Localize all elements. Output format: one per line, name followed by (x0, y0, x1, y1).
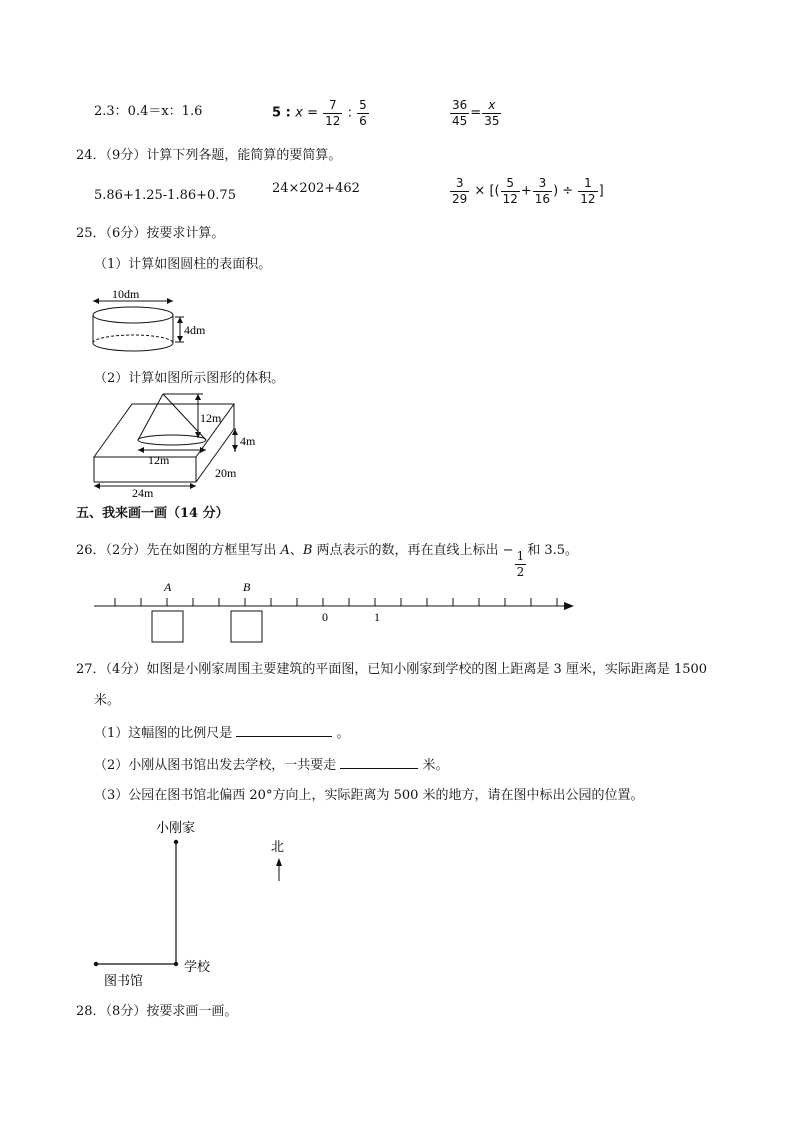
answer-box-b[interactable] (231, 611, 262, 642)
point-a-label: A (164, 580, 172, 594)
box-length-label: 24m (132, 486, 154, 500)
section-5-title: 五、我来画一画（14 分） (76, 506, 229, 521)
school-point (174, 962, 178, 966)
cylinder-figure (80, 285, 220, 357)
ratio-equation-1: 2.3：0.4＝x：1.6 (94, 104, 203, 119)
library-label: 图书馆 (104, 973, 144, 988)
scale-answer-blank[interactable] (236, 726, 332, 737)
q25-part1: （1）计算如图圆柱的表面积。 (94, 257, 272, 272)
q27-part1: （1）这幅图的比例尺是 。 (94, 726, 350, 741)
library-point (94, 962, 98, 966)
q25-part2: （2）计算如图所示图形的体积。 (94, 371, 285, 386)
ratio-equation-3: $\frac{36}{45}$ = $\frac{x}{35}$ (452, 98, 500, 128)
school-label: 学校 (184, 959, 211, 974)
answer-box-a[interactable] (152, 611, 183, 642)
number-line-figure (90, 574, 585, 646)
distance-answer-blank[interactable] (340, 758, 418, 769)
q27-line2: 米。 (94, 693, 121, 708)
box-width-label: 20m (215, 466, 237, 480)
q24-expression-2: 24×202+462 (272, 181, 360, 196)
q26-title: 26．（2分）先在如图的方框里写出 A、B 两点表示的数，再在直线上标出 − $\frac{1}{2}$ 和 3.5。 (76, 543, 579, 579)
q28-title: 28．（8分）按要求画一画。 (76, 1004, 238, 1019)
north-label: 北 (271, 839, 285, 854)
q24-expression-3: $\frac{3}{29}$ × [( $\frac{5}{12}$ + $\frac{3}{16}$ ) ÷ $\frac{1}{12}$ ] (452, 176, 604, 206)
q24-expression-1: 5.86+1.25-1.86+0.75 (94, 188, 236, 203)
q25-title: 25．（6分）按要求计算。 (76, 226, 225, 241)
q27-line1: 27．（4分）如图是小刚家周围主要建筑的平面图，已知小刚家到学校的图上距离是 3 厘米，实际距离是 1500 (76, 662, 708, 677)
q27-part2: （2）小刚从图书馆出发去学校，一共要走 米。 (94, 758, 449, 773)
cyl-height-label: 4dm (184, 323, 206, 337)
tick-one-label: 1 (374, 610, 380, 624)
cone-diameter-label: 12m (148, 453, 170, 467)
home-label: 小刚家 (156, 820, 196, 835)
cone-height-label: 12m (200, 411, 222, 425)
number-line-arrow (564, 602, 574, 610)
cone-on-box-figure (85, 390, 275, 500)
q24-title: 24．（9分）计算下列各题，能简算的要简算。 (76, 148, 342, 163)
point-b-label: B (243, 580, 251, 594)
map-figure (80, 815, 320, 990)
box-height-label: 4m (240, 434, 256, 448)
number-line-ticks (115, 598, 557, 606)
tick-zero-label: 0 (322, 610, 328, 624)
cyl-diameter-label: 10dm (112, 287, 140, 301)
q27-part3: （3）公园在图书馆北偏西 20°方向上，实际距离为 500 米的地方，请在图中标出公园的位置。 (94, 788, 644, 803)
ratio-equation-2: 5 : x = $\frac{7}{12}$ : $\frac{5}{6}$ (272, 98, 367, 128)
